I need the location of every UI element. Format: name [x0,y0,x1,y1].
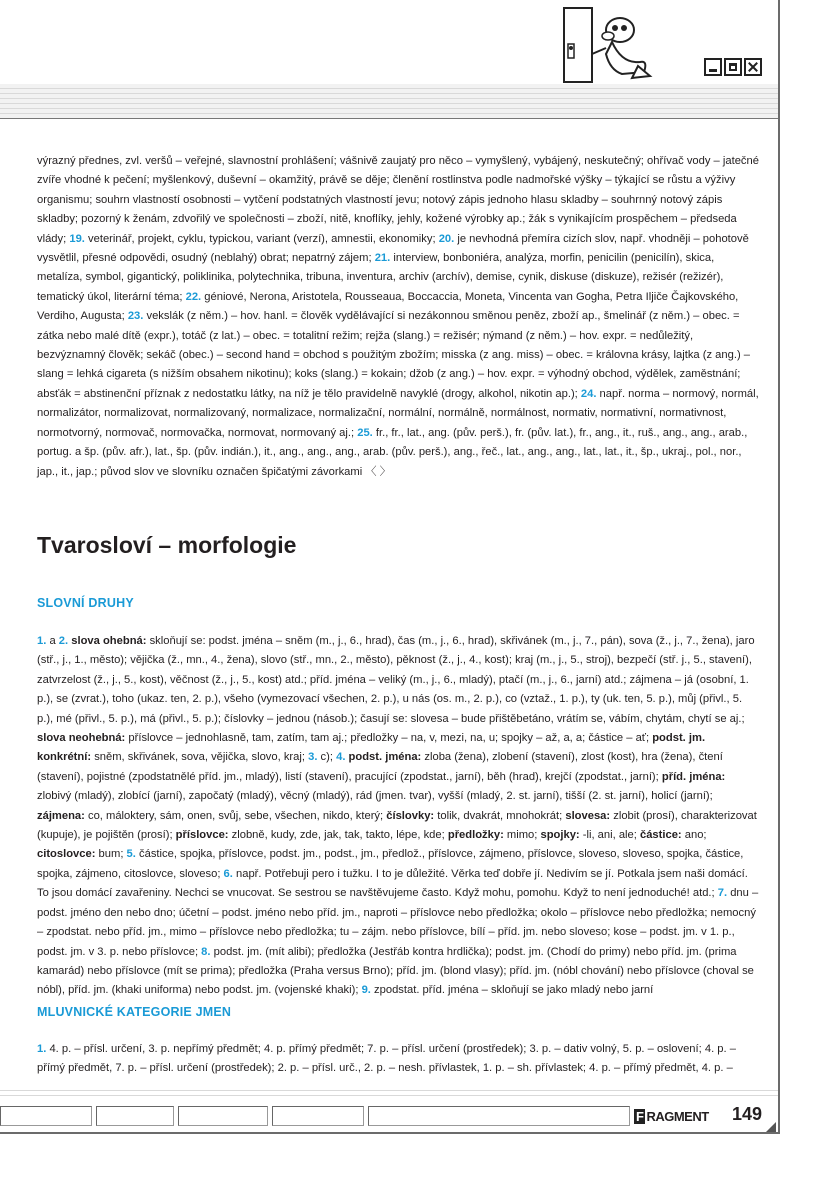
status-cell-1 [0,1106,92,1126]
maximize-icon[interactable] [724,58,742,76]
item-number: 1. [37,1043,47,1055]
mluvnicke-paragraph [37,1040,759,1079]
item-number: 21. [374,252,391,265]
bold-term: číslovky: [386,809,435,822]
close-icon[interactable] [744,58,762,76]
text-run: mimo; [503,829,541,842]
bold-term: slovesa: [565,809,611,822]
slovni-druhy-paragraph [37,632,759,1001]
text-run: zlobit (prosí), charakterizovat (kupuje), je pojištěn (prosí); [37,809,757,842]
text-run: podst. jm. (mít alibi); předložka (Jestřáb kontra hrdlička); podst. jm. (Chodí do primy) nebo příd. jm. (prima kamarád) nebo příslovce (mít se prima); předložka (Praha versus Brno); příd. jm. (blond vlasy); příd. jm. (nóbl chování) nebo příslovce (choval se nóbl), příd. jm. (khaki uniforma) nebo podst. jm. (vojenské khaki); [37,945,754,997]
title-bar-stripes [0,84,778,119]
text-run: géniové, Nerona, Aristotela, Rousseaua, Boccaccia, Moneta, Vincenta van Gogha, Petra Iljiče Čajkovského, Verdiho, Augusta; [37,290,739,323]
status-cell-5 [368,1106,630,1126]
item-number: 22. [185,290,202,303]
logo-letter: F [636,1108,644,1124]
item-number: 1. [37,635,47,647]
mascot-illustration [552,4,662,84]
text-run: zloba (žena), zlobení (stavení), zlost (kost), hra (žena), čtení (stavení), pojistné (zpodstatnělé příd. jm., mladý), listí (stavení), pracující (zpodstat., jarní), běh (hrad), krejčí (zpodstat., jarní); [37,751,723,783]
text-run: příslovce – jednohlasně, tam, zatím, tam aj.; předložky – na, v, mezi, na, u; spojky – až, a, a; částice – ať; [125,732,653,745]
text-run: a [46,635,59,647]
text-run: sněm, skřivánek, sova, vějička, slovo, kraj; [91,751,309,764]
status-cell-3 [178,1106,268,1126]
item-number: 3. [308,751,318,764]
section-title: Tvarosloví – morfologie [37,532,297,558]
item-number: 19. [69,232,85,245]
minimize-icon[interactable] [704,58,722,76]
text-run: skloňují se: podst. jména – sněm (m., j., 6., hrad), čas (m., j., 6., hrad), skřivánek (m., j., 7., pán), sova (ž., j., 7., žena), jaro (stř., j., 1., město); vějička (ž., mn., 4., žena), slovo (stř., mn., 2., město), pěknost (ž., j., 4., kost); kraj (m., j., 5., stroj), bezpečí (stř. j., 5., stavení), zatvrzelost (ž., j., 5., kost), věčnost (ž., j., 5., kost) atd.; příd. jména – veliký (m., j., 6., mladý), ptačí (m., j., 6., jarní) atd.; zájmena – já (osobní, 1. p.), se (zvrat.), toho (ukaz. ten, 2. p.), všeho (vymezovací všechen, 2. p.), u nás (os. m., 2. p.), co (vztaž., 1. p.), ty (uk. ten, 5. p.), můj (přivl., 5. p.), mé (přivl., 5. p.), má (přivl., 5. p.); číslovky – jednou (násob.); časují se: slovesa – bude přištěbetáno, vrátím se, vábím, chytám, chytí se aj.; [37,635,755,725]
item-number: 23. [127,310,144,323]
text-run: 4. p. – přísl. určení, 3. p. nepřímý předmět; 4. p. přímý předmět; 7. p. – přísl. určení (prostředek); 3. p. – dativ volný, 5. p. – oslovení; 4. p. – přímý předmět, 7. p. – přísl. určení (prostředek); 2. p. – přísl. urč., 2. p. – nesh. přívlastek, 1. p. – sh. přívlastek; 4. p. – přímý předmět, 4. p. – [37,1043,736,1075]
bold-term: příd. jména: [661,770,726,783]
text-run: co, máloktery, sám, onen, svůj, sebe, všechen, nikdo, který; [84,809,387,822]
bold-term: citoslovce: [37,848,96,861]
text-run: bum; [95,848,127,861]
window-controls [704,58,762,76]
item-number: 7. [717,887,728,900]
bold-term: předložky: [447,829,504,842]
text-run: zlobně, kudy, zde, jak, tak, takto, lépe, kde; [228,829,448,842]
logo-text: RAGMENT [646,1108,709,1124]
item-number: 8. [201,945,211,958]
item-number: 6. [223,867,233,880]
text-run: zlobivý (mladý), zlobící (jarní), započatý (mladý), věcný (mladý), rád (jmen. tvar), vyšší (mladý, 2. st. jarní), tišší (2. st. jarní), holicí (jarní); [37,790,713,803]
text-run: výrazný přednes, zvl. veršů – veřejné, slavnostní prohlášení; vášnivě zaujatý pro něco – vymyšlený, vybájený, neskutečný; ohřívač vody – jatečné zvíře vhodné k pečení; myšlenkový, duševní – okamžitý, právě se děje; členění rostlinstva podle nadmořské výšky – týkající se růstu a výživy organismu; souhrn vlastností osobnosti – vytčení podstatných vlastností jevu; notový zápis jednoho hlasu skladby – souhrnný notový zápis skladby; pozorný k ženám, zdvořilý ve společnosti – zboží, nitě, knoflíky, jehly, kožené výrobky ap.; žák s vynikajícím prospěchem – předseda vlády; [37,155,759,245]
bold-term: částice: [639,829,682,842]
fragment-logo [634,1106,709,1126]
text-run: -li, ani, ale; [579,829,640,842]
bold-term: slova neohebná: [37,732,126,745]
item-number: 5. [126,848,136,861]
text-run: tolik, dvakrát, mnohokrát; [434,809,566,822]
text-run: vekslák (z něm.) – hov. hanl. = člověk vydělávající si nezákonnou směnou peněz, zboží ap., šmelinář (z něm.) – obec. = zátka nebo malé dítě (expr.), totáč (z lat.) – obec. = totalitní režim; rejža (slang.) = režisér; nýmand (z něm.) – hov. expr. = nedůležitý, bezvýznamný člověk; sekáč (obec.) – second hand = obchod s použitým zbožím; misska (z ang. miss) – obec. = královna krásy, lajtka (z ang.) – slang = lehká cigareta (s nižším obsahem nikotinu); koks (slang.) = kokain; džob (z ang.) – hov. expr. = výhodný obchod, výdělek, zaměstnání; absťák = abstinenční příznak z nedostatku látky, na níž je tělo pravidelně navyklé (drogy, alkohol, nikotin ap.); [37,310,751,400]
bold-term: příslovce: [175,829,229,842]
bold-term: podst. jména: [345,751,422,764]
text-run: je nevhodná přemíra cizích slov, např. vhodněji – pohotově vysvětlil, přesné odpovědi, osudný (neblahý) obrat; nepatrný zájem; [37,232,749,265]
subheading-slovni-druhy: SLOVNÍ DRUHY [37,596,134,610]
item-number: 25. [357,426,373,439]
status-cell-4 [272,1106,364,1126]
text-run: částice, spojka, příslovce, podst. jm., podst., jm., předlož., příslovce, zájmeno, příslovce, sloveso, sloveso, spojka, částice, spojka, zájmeno, citoslovce, sloveso; [37,848,744,880]
resize-grip-icon[interactable] [766,1122,776,1132]
text-run: zpodstat. příd. jména – skloňují se jako mladý nebo jarní [370,984,654,997]
bold-term: zájmena: [37,809,85,822]
item-number: 24. [580,387,597,400]
page-number: 149 [732,1104,763,1124]
intro-paragraph [37,152,759,482]
bold-term: spojky: [540,829,580,842]
text-run: např. norma – normový, normál, normalizátor, normalizovat, normalizovaný, normalizace, normalizační, normální, normálně, normálnost, normativ, normativní, normativnost, normotvorný, normovač, normovačka, normovat, normovaný aj.; [37,387,759,439]
item-number: 4. [336,751,346,764]
text-run: c); [317,751,337,764]
item-number: 9. [361,984,371,997]
status-bar-stripes [0,1086,778,1100]
text-run: fr., fr., lat., ang. (pův. perš.), fr. (pův. lat.), fr., ang., it., ruš., ang., ang., arab., portug. a šp. (pův. afr.), lat., šp. (pův. indián.), it., ang., ang., ang., arab. (pův. perš.), ang., řeč., lat., ang., ang., lat., lat., it., šp., ukraj., pol., nor., jap., it., jap.; původ slov ve slovníku označen špičatými závorkami 〈 〉 [37,426,748,478]
subheading-mluvnicke-kategorie: MLUVNICKÉ KATEGORIE JMEN [37,1005,232,1019]
bold-term: podst. jm. konkrétní: [37,732,706,764]
bold-term: slova ohebná: [68,635,147,647]
text-run: veterinář, projekt, cyklu, typickou, variant (verzí), amnestii, ekonomiky; [84,232,439,245]
text-run: interview, bonboniéra, analýza, morfin, penicilin (penicilín), skica, metalíza, symbol, gigantický, poliklinika, polytechnika, tribuna, inventura, archiv (archív), demise, cynik, diskuse (diskuze), režisér (režizér), tematický úkol, literární téma; [37,252,724,303]
item-number: 20. [438,232,455,245]
text-run: ano; [681,829,707,842]
status-cell-2 [96,1106,174,1126]
item-number: 2. [58,635,69,647]
text-run: např. Potřebuji pero i tužku. I to je důležité. Věrka teď dobře jí. Nedivím se jí. Potkala jsem naši domácí. To jsou domácí zavařeniny. Nechci se vnucovat. Se sestrou se navštěvujeme často. Když mohu, pomohu. Když to není jednoduché! atd.; [37,867,748,900]
text-run: dnu – podst. jméno den nebo dno; účetní – podst. jméno nebo příd. jm., naproti – příslovce nebo předložka; okolo – příslovce nebo předložka; nemocný – zpodstat. nebo příd. jm., mimo – příslovce nebo předložka; tu – zájm. nebo příslovce, bílí – příd. jm. nebo sloveso; kose – podst. jm. v 1. p., podst. jm. v 3. p. nebo příslovce; [37,887,759,958]
